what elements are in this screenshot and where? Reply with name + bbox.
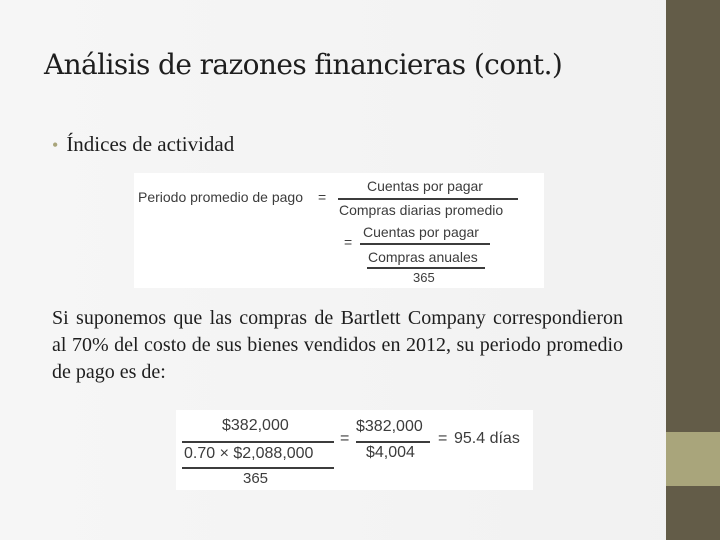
formula-label: Periodo promedio de pago <box>138 189 304 205</box>
formula-equals-2: = <box>344 234 353 250</box>
fraction-bar-3 <box>367 267 485 269</box>
body-paragraph: Si suponemos que las compras de Bartlett Company correspondieron al 70% del costo de sus bienes vendidos en 2012, su periodo promedio de pago es de: <box>52 307 623 383</box>
calc-equals-1: = <box>340 430 350 447</box>
calc-numerator-2: $382,000 <box>356 418 423 435</box>
slide-title: Análisis de razones financieras (cont.) <box>44 48 563 81</box>
formula-numerator-1: Cuentas por pagar <box>367 178 483 194</box>
formula-definition <box>134 173 544 288</box>
calc-numerator-1: $382,000 <box>222 417 289 434</box>
calc-inner-denominator: 365 <box>243 470 269 487</box>
formula-denominator-1: Compras diarias promedio <box>339 202 504 218</box>
calc-result: 95.4 días <box>454 430 520 447</box>
fraction-bar-2 <box>360 243 490 245</box>
formula-calculation <box>176 410 533 490</box>
bullet-item <box>52 132 234 157</box>
calc-denominator-2: $4,004 <box>366 444 415 461</box>
calc-fraction-bar-2 <box>182 467 334 469</box>
fraction-bar-1 <box>338 198 518 200</box>
bullet-dot-icon: • <box>52 135 59 155</box>
formula-inner-denominator: 365 <box>413 270 435 285</box>
calc-inner-numerator: 0.70 × $2,088,000 <box>184 445 314 462</box>
calc-fraction-bar-1 <box>182 441 334 443</box>
calc-equals-2: = <box>438 430 448 447</box>
side-bar-accent <box>666 432 720 486</box>
bullet-text: Índices de actividad <box>66 132 235 156</box>
formula-equals-1: = <box>318 189 327 205</box>
formula-numerator-2: Cuentas por pagar <box>363 224 479 240</box>
calc-fraction-bar-3 <box>356 441 430 443</box>
formula-inner-numerator: Compras anuales <box>368 249 478 265</box>
